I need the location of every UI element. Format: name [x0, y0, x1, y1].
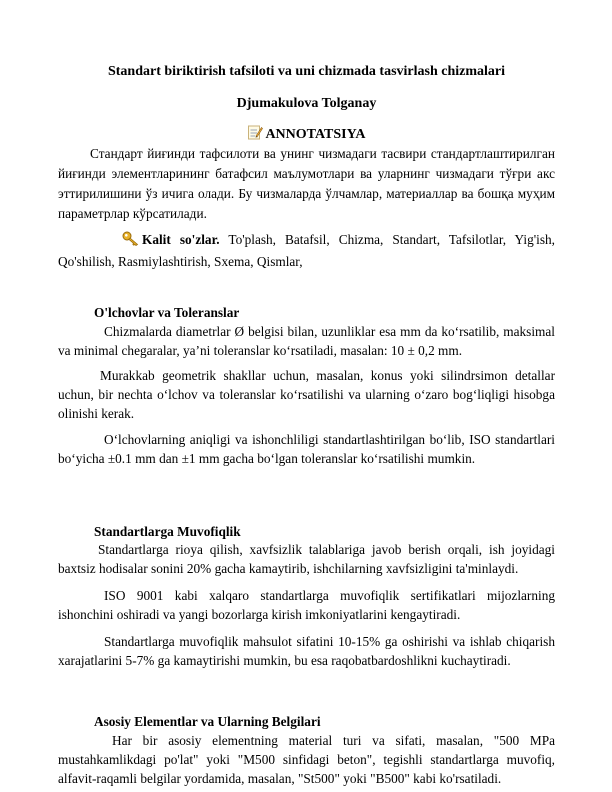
section2-paragraph-2: ISO 9001 kabi xalqaro standartlarga muvofiqlik sertifikatlari mijozlarning ishonchini oshiradi va yangi bozorlarga kirish imkoniyatlarini kengaytiradi.	[58, 588, 555, 622]
section2-paragraph-3: Standartlarga muvofiqlik mahsulot sifatini 10-15% ga oshirishi va ishlab chiqarish xarajatlarini 5-7% ga kamaytirishi mumkin, bu esa raqobatbardoshlikni kuchaytiradi.	[58, 634, 555, 668]
annotation-paragraph: Стандарт йиғинди тафсилоти ва унинг чизмадаги тасвири стандартлаштирилган йиғинди элементларининг батафсил маълумотлари ва уларнинг чизмадаги тўғри акс эттирилишини ўз ичига олади. Бу чизмаларда ўлчамлар, материаллар ва бошқа муҳим параметрлар кўрсатилади.	[58, 146, 555, 221]
paper-title: Standart biriktirish tafsiloti va uni chizmada tasvirlash chizmalari	[107, 64, 506, 79]
section2-paragraph-1: Standartlarga rioya qilish, xavfsizlik talablariga javob berish orqali, ish joyidagi baxtsiz hodisalar sonini 20% gacha kamaytirib, ishchilarning xavfsizligini ta'minlaydi.	[58, 542, 555, 576]
section-heading-elements: Asosiy Elementlar va Ularning Belgilari	[94, 714, 321, 729]
section1-paragraph-1: Chizmalarda diametrlar Ø belgisi bilan, uzunliklar esa mm da koʻrsatilib, maksimal va minimal chegaralar, ya’ni toleranslar koʻrsatiladi, masalan: 10 ± 0,2 mm.	[58, 324, 555, 358]
memo-icon	[247, 124, 263, 146]
section1-paragraph-2: Murakkab geometrik shakllar uchun, masalan, konus yoki silindrsimon detallar uchun, bir nechta oʻlchov va toleranslar koʻrsatilishi va ularning oʻzaro bogʻliqligi hisobga olinishi kerak.	[58, 368, 555, 421]
section1-paragraph-3: Oʻlchovlarning aniqligi va ishonchliligi standartlashtirilgan boʻlib, ISO standartlari boʻyicha ±0.1 mm dan ±1 mm gacha boʻlgan toleranslar koʻrsatilishi mumkin.	[58, 432, 555, 466]
keywords-label: Kalit so'zlar.	[142, 232, 220, 247]
section-heading-tolerances: O'lchovlar va Toleranslar	[94, 305, 240, 320]
key-icon	[90, 230, 140, 252]
annotation-heading: ANNOTATSIYA	[265, 127, 366, 142]
keywords-text: To'plash, Batafsil, Chizma, Standart, Tafsilotlar, Yig'ish, Qo'shilish, Rasmiylashtirish, Sxema, Qismlar,	[58, 232, 556, 269]
keywords-paragraph	[58, 230, 555, 272]
author-name: Djumakulova Tolganay	[236, 96, 377, 111]
annotation-heading-row	[58, 124, 555, 146]
section-heading-compliance: Standartlarga Muvofiqlik	[94, 524, 241, 539]
section3-paragraph-1: Har bir asosiy elementning material turi va sifati, masalan, "500 MPa mustahkamlikdagi po'lat" yoki "M500 sinfidagi beton", tegishli standartlarga muvofiq, alfavit-raqamli belgilar yordamida, masalan, "St500" yoki "B500" kabi ko'rsatiladi.	[58, 733, 555, 786]
